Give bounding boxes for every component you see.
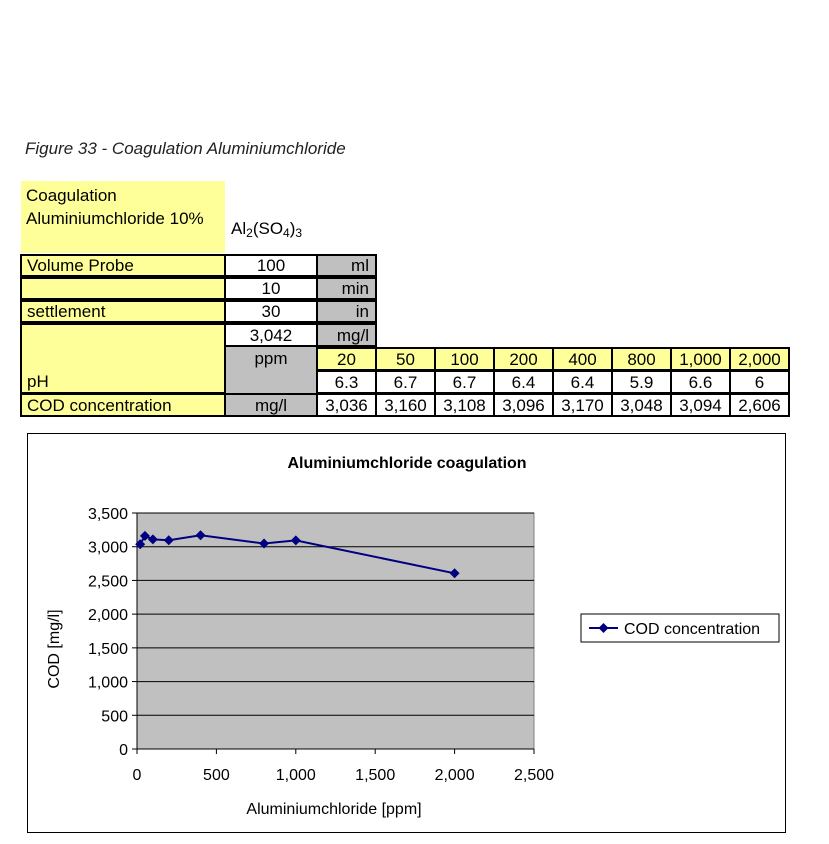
dose-cell: 100	[434, 347, 495, 371]
table-title: Coagulation Aluminiumchloride 10%	[21, 181, 225, 253]
cod-cell: 3,170	[552, 393, 613, 417]
row-label-time	[20, 277, 226, 300]
legend-label: COD concentration	[624, 621, 761, 638]
x-tick-label: 500	[203, 767, 230, 784]
row-label-settlement: settlement	[20, 300, 226, 323]
row-unit-time: min	[316, 277, 377, 300]
x-tick-label: 1,500	[355, 767, 396, 784]
cod-cell: 3,108	[434, 393, 495, 417]
row-value-settlement: 30	[224, 300, 318, 323]
row-value-time: 10	[224, 277, 318, 300]
cod-cell: 3,048	[611, 393, 672, 417]
cod-unit: mg/l	[224, 393, 318, 417]
cod-chart	[28, 434, 785, 832]
x-tick-label: 1,000	[275, 767, 316, 784]
ph-cell: 6	[729, 370, 790, 394]
y-tick-label: 500	[101, 708, 128, 726]
y-tick-label: 3,000	[87, 539, 128, 557]
cod-cell: 2,606	[729, 393, 790, 417]
y-tick-label: 1,000	[87, 674, 128, 692]
y-tick-label: 2,000	[87, 607, 128, 625]
dose-cell: 2,000	[729, 347, 790, 371]
y-tick-label: 3,500	[87, 506, 128, 523]
dose-cell: 400	[552, 347, 613, 371]
chart-title: Aluminiumchloride coagulation	[287, 455, 527, 472]
row-unit-volume: ml	[316, 254, 377, 277]
cod-cell: 3,096	[493, 393, 554, 417]
dose-cell: 50	[375, 347, 436, 371]
y-tick-label: 1,500	[87, 640, 128, 658]
dose-cell: 1,000	[670, 347, 731, 371]
cod-cell: 3,036	[316, 393, 377, 417]
ph-cell: 6.7	[375, 370, 436, 394]
ph-cell: 6.7	[434, 370, 495, 394]
cod-cell: 3,160	[375, 393, 436, 417]
y-axis-label: COD [mg/l]	[46, 609, 63, 689]
x-tick-label: 0	[132, 767, 142, 784]
ph-label: pH	[20, 370, 226, 394]
ph-cell: 6.4	[552, 370, 613, 394]
chart-container	[27, 433, 786, 833]
y-tick-label: 2,500	[87, 573, 128, 591]
legend	[581, 614, 779, 642]
row-label-volume: Volume Probe	[20, 254, 226, 277]
row-unit-settlement: in	[316, 300, 377, 323]
ph-cell: 6.4	[493, 370, 554, 394]
dose-cell: 200	[493, 347, 554, 371]
ph-cell: 5.9	[611, 370, 672, 394]
ph-cell: 6.6	[670, 370, 731, 394]
x-tick-label: 2,500	[513, 767, 555, 784]
dose-cell: 800	[611, 347, 672, 371]
row-value-volume: 100	[224, 254, 318, 277]
x-tick-label: 2,000	[434, 767, 475, 784]
dose-cell: 20	[316, 347, 377, 371]
x-axis-label: Aluminiumchloride [ppm]	[246, 801, 422, 818]
figure-caption: Figure 33 - Coagulation Aluminiumchloride	[25, 139, 346, 158]
chemical-formula: $Al_2(SO_4)_3$	[231, 219, 303, 240]
ph-unit-blank	[226, 370, 316, 393]
row-unit-initial-cod: mg/l	[316, 323, 377, 347]
cod-label: COD concentration	[20, 393, 226, 417]
y-tick-label: 0	[119, 742, 128, 759]
row-value-initial-cod: 3,042	[224, 323, 318, 347]
cod-cell: 3,094	[670, 393, 731, 417]
ph-cell: 6.3	[316, 370, 377, 394]
ppm-label: ppm	[226, 347, 316, 370]
